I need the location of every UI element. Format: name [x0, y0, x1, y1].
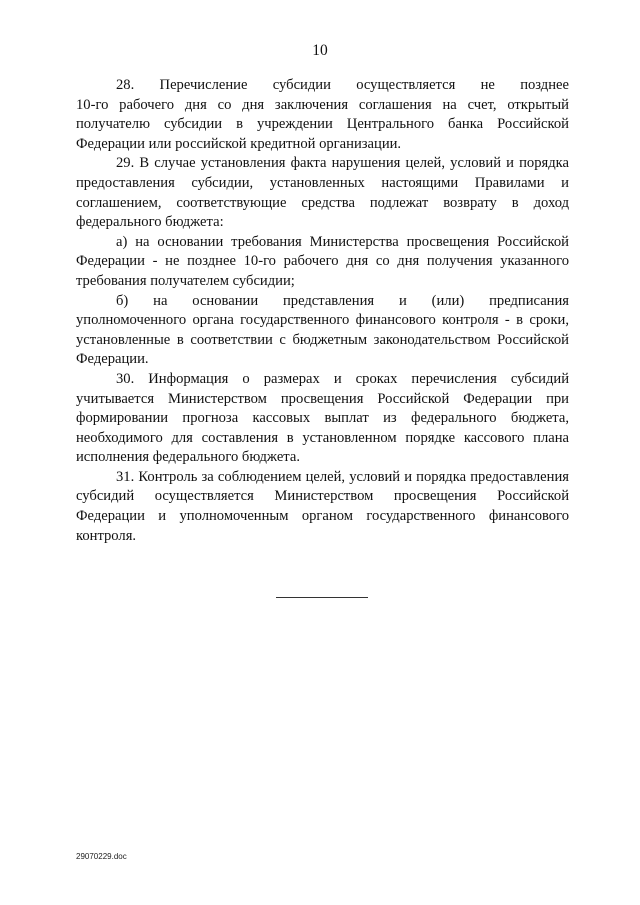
- paragraph-29: 29. В случае установления факта нарушения целей, условий и порядка предоставления субсидии, установленных настоящими Правилами и соглашением, соответствующие средства подлежат возврату в доход федерального бюджета:: [76, 155, 569, 231]
- page-number: 10: [312, 42, 328, 59]
- paragraph-28: 10-го рабочего дня со дня заключения соглашения на счет, открытый получателю субсидии в учреждении Центрального банка Российской Федерации или российской кредитной организации.: [76, 96, 569, 152]
- paragraph-31: 31. Контроль за соблюдением целей, условий и порядка предоставления субсидий осуществляется Министерством просвещения Российской Федерации и уполномоченным органом государственного финансового контроля.: [76, 468, 569, 544]
- paragraph-30: 30. Информация о размерах и сроках перечисления субсидий учитывается Министерством просвещения Российской Федерации при формировании прогноза кассовых выплат из федерального бюджета, необходимого для составления в установленном порядке кассового плана исполнения федерального бюджета.: [76, 370, 569, 466]
- paragraph-29-a: а) на основании требования Министерства просвещения Российской Федерации - не позднее 10-го рабочего дня со дня получения указанного требования получателем субсидии;: [76, 233, 569, 289]
- paragraph-28-first-line: 28. Перечисление субсидии осуществляется не позднее: [116, 77, 569, 93]
- document-body: [76, 76, 569, 546]
- paragraph-29-b-first-line: б) на основании представления и (или) предписания: [116, 292, 569, 309]
- paragraph-29-b: уполномоченного органа государственного финансового контроля - в сроки, установленные в соответствии с бюджетным законодательством Российской Федерации.: [76, 312, 569, 368]
- end-separator-line: [276, 597, 368, 598]
- footer-document-id: 29070229.doc: [76, 852, 127, 861]
